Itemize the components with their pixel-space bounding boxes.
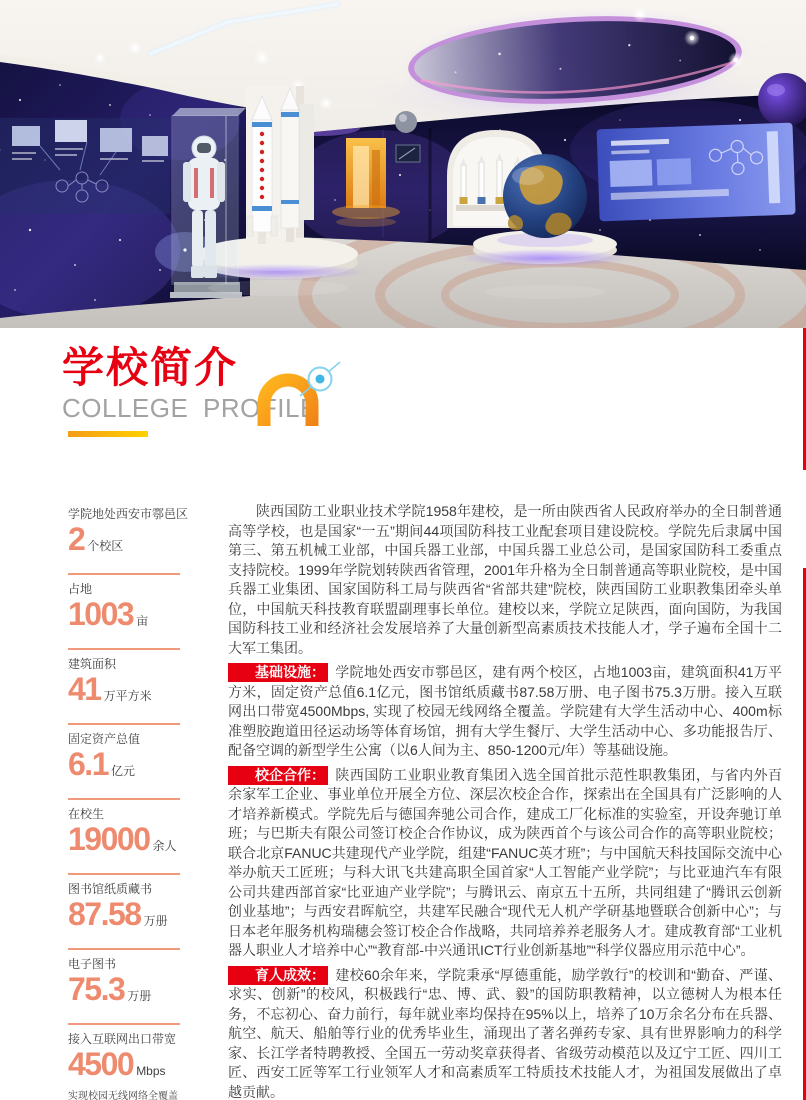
stat-label: 学院地处西安市鄠邑区 <box>68 507 189 521</box>
stat-unit: 个校区 <box>87 539 124 553</box>
stat-value: 1003 <box>68 596 134 632</box>
section-label-facilities: 基础设施： <box>228 663 328 682</box>
stat-value: 6.1 <box>68 746 108 782</box>
stat-land-area <box>68 575 180 650</box>
section-label-outcomes: 育人成效： <box>228 966 328 985</box>
section-text-cooperation: 陕西国防工业职业教育集团入选全国首批示范性职教集团，与省内外百余家军工企业、事业单位开展全方位、深层次校企合作，探索出在全国具有广泛影响的人才培养新模式。学院先后与德国奔驰公司合作，建成工厂化标准的实验室，开设奔驰订单班；与巴斯夫有限公司签订校企合作协议，成为陕西首个与该公司合作的高等职业院校；联合北京FANUC共建现代产业学院，组建“FANUC英才班”；与中国航天科技国际交流中心举办航天工匠班；与科大讯飞共建高职全国首家“人工智能产业学院”；与比亚迪汽车有限公司共建西部首家“比亚迪产业学院”；与腾讯云、南京五十五所，共同组建了“腾讯云创新创业基地”；与西安君晖航空，共建军民融合“现代无人机产学研基地暨联合创新中心”；与日本老年服务机构瑞穗会签订校企合作战略，共同培养养老服务人才。建成教育部“工业机器人职业人才培养中心”“教育部-中兴通讯ICT行业创新基地”“科学仪器应用示范中心”。 <box>228 766 782 958</box>
stat-label: 电子图书 <box>68 957 117 971</box>
stat-students <box>68 800 180 875</box>
section-label-cooperation: 校企合作： <box>228 766 328 785</box>
stat-bandwidth <box>68 1025 180 1100</box>
stat-note: 实现校园无线网络全覆盖 <box>68 1091 178 1100</box>
stat-unit: 余人 <box>152 839 177 853</box>
stat-label: 建筑面积 <box>68 657 117 671</box>
stat-value: 87.58 <box>68 896 141 932</box>
stat-label: 固定资产总值 <box>68 732 141 746</box>
section-text-outcomes: 建校60余年来，学院秉承“厚德重能，励学敦行”的校训和“勤奋、严谨、求实、创新”的校风，积极践行“忠、博、武、毅”的国防职教精神，以立德树人为根本任务，不忘初心、奋力前行，每年就业率均保持在95%以上，培养了10万余名分布在兵器、航空、航天、船舶等行业的优秀毕业生，涌现出了著名弹药专家、具有世界影响力的科学家、长江学者特聘教授、全国五一劳动奖章获得者、省级劳动模范以及辽宁工匠、四川工匠、西安工匠等军工行业领军人才和高素质军工特质技术技能人才，为祖国发展做出了卓越贡献。 <box>228 966 782 1100</box>
stat-unit: 亩 <box>136 614 149 628</box>
page-title: 学校简介 <box>62 344 239 391</box>
stat-campuses <box>68 500 189 575</box>
stat-value: 75.3 <box>68 971 125 1007</box>
stat-unit: Mbps <box>136 1064 166 1078</box>
section-paragraph-cooperation <box>228 766 782 961</box>
stat-value: 2 <box>68 521 85 557</box>
stat-value: 19000 <box>68 821 150 857</box>
stat-value: 41 <box>68 671 101 707</box>
stat-unit: 万平方米 <box>103 689 152 703</box>
stat-label: 在校生 <box>68 807 105 821</box>
page-subtitle: COLLEGE PROFILE <box>62 393 318 423</box>
stat-value: 4500 <box>68 1046 134 1082</box>
intro-paragraph: 陕西国防工业职业技术学院1958年建校，是一所由陕西省人民政府举办的全日制普通高等学校，也是国家“一五”期间44项国防科技工业配套项目建设院校。学院先后隶属中国第三、第五机械工业部，中国兵器工业部，中国兵器工业总公司，是国家国防科工委重点支持院校。1999年学院划转陕西省管理，2001年升格为全日制普通高等职业院校，是中国兵器工业集团、国家国防科工局与陕西省“省部共建”院校，陕西国防工业职教集团牵头单位，中国航天科技教育联盟副理事长单位。建校以来，学院立足陕西，面向国防，为我国国防科技工业和经济社会发展培养了大量创新型高素质技术技能人才，学子遍布全国十二大军工集团。 <box>228 503 782 656</box>
stat-building-area <box>68 650 180 725</box>
article <box>228 502 782 1100</box>
stat-unit: 万册 <box>127 989 152 1003</box>
stats-sidebar <box>68 500 189 1100</box>
stat-fixed-assets <box>68 725 180 800</box>
section-text-facilities: 学院地处西安市鄠邑区，建有两个校区，占地1003亩，建筑面积41万平方米，固定资产总值6.1亿元，图书馆纸质藏书87.58万册、电子图书75.3万册。接入互联网出口带宽4500Mbps, 实现了校园无线网络全覆盖。学院建有大学生活动中心、400m标准塑胶跑道田径运动场等体育场馆，拥有大学生餐厅、大学生活动中心、多功能报告厅、配备空调的新型学生公寓（以6人间为主、850-1200元/年）等基础设施。 <box>228 664 782 758</box>
section-paragraph-outcomes <box>228 966 782 1100</box>
section-paragraph-facilities <box>228 663 782 761</box>
stat-ebooks <box>68 950 180 1025</box>
stat-paper-books <box>68 875 180 950</box>
stat-label: 接入互联网出口带宽 <box>68 1032 177 1046</box>
hero-illustration <box>0 0 806 328</box>
accent-underline <box>68 431 148 437</box>
stat-label: 图书馆纸质藏书 <box>68 882 153 896</box>
stat-unit: 万册 <box>143 914 168 928</box>
stat-label: 占地 <box>68 582 93 596</box>
stat-unit: 亿元 <box>110 764 135 778</box>
orbit-target-icon <box>248 356 348 434</box>
hero-image <box>0 0 806 328</box>
